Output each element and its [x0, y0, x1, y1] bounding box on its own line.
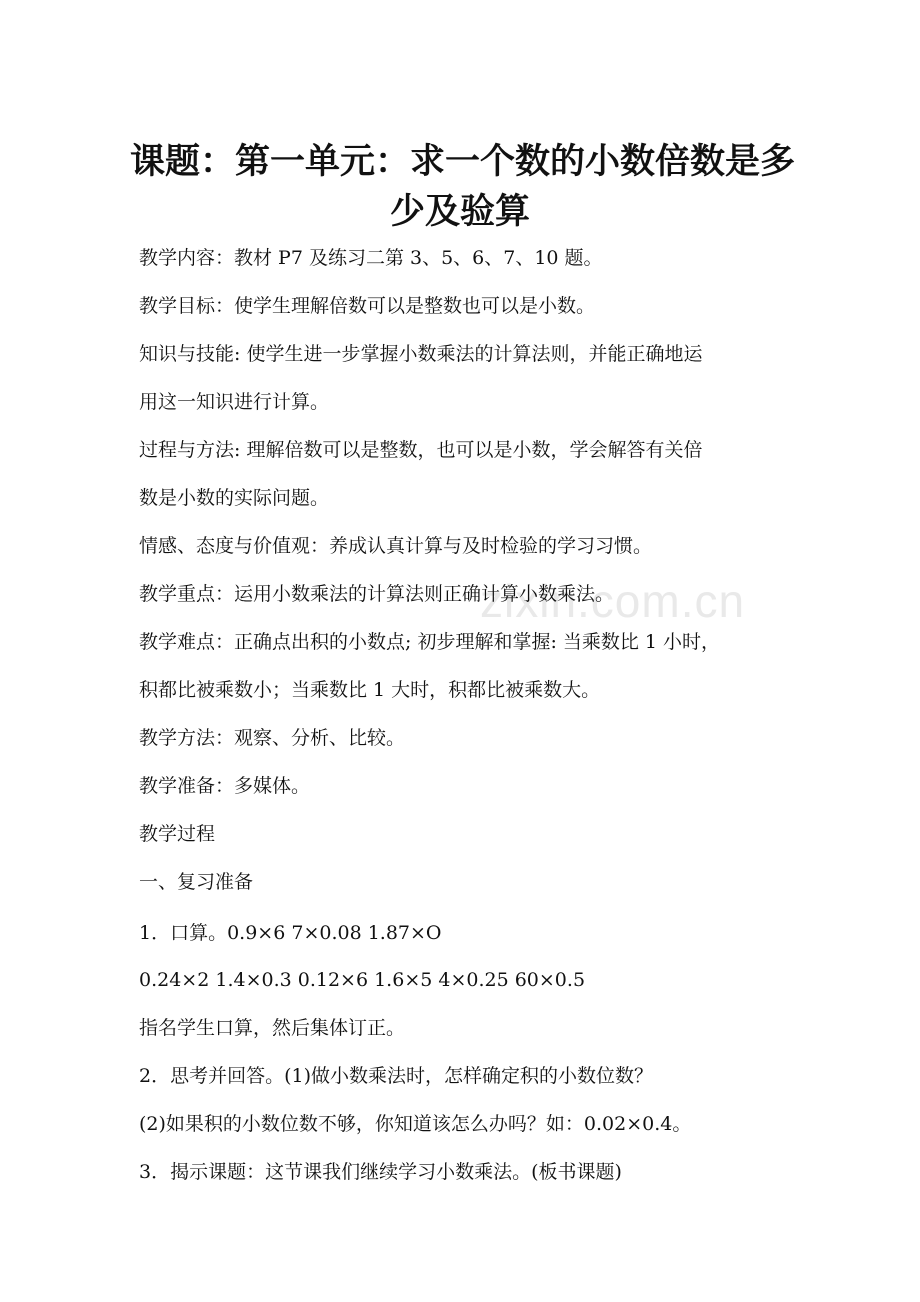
teaching-goal: 教学目标：使学生理解倍数可以是整数也可以是小数。 [139, 295, 596, 317]
oral-calc-instruction: 指名学生口算，然后集体订正。 [139, 1017, 406, 1039]
review-heading: 一、复习准备 [139, 871, 254, 893]
knowledge-skills-cont: 用这一知识进行计算。 [139, 391, 330, 413]
watermark: zixin.com.cn [480, 575, 746, 627]
title-line-1: 课题：第一单元：求一个数的小数倍数是多 [130, 142, 796, 182]
oral-calc-2: 0.24×2 1.4×0.3 0.12×6 1.6×5 4×0.25 60×0.5 [139, 969, 586, 991]
emotion-values: 情感、态度与价值观：养成认真计算与及时检验的学习习惯。 [139, 535, 653, 557]
oral-calc-1: 1．口算。0.9×6 7×0.08 1.87×O [139, 922, 442, 944]
knowledge-skills: 知识与技能: 使学生进一步掌握小数乘法的计算法则，并能正确地运 [139, 343, 703, 365]
reveal-topic: 3．揭示课题：这节课我们继续学习小数乘法。(板书课题) [139, 1161, 622, 1183]
process-method-cont: 数是小数的实际问题。 [139, 487, 330, 509]
think-answer-1: 2．思考并回答。(1)做小数乘法时，怎样确定积的小数位数？ [139, 1065, 654, 1087]
teaching-preparation: 教学准备：多媒体。 [139, 775, 311, 797]
teaching-process-heading: 教学过程 [139, 823, 216, 845]
teaching-method: 教学方法：观察、分析、比较。 [139, 727, 406, 749]
title-line-2: 少及验算 [389, 192, 530, 232]
teaching-focus: 教学重点：运用小数乘法的计算法则正确计算小数乘法。 [139, 583, 615, 605]
teaching-difficulty: 教学难点：正确点出积的小数点; 初步理解和掌握: 当乘数比 1 小时， [139, 631, 721, 653]
teaching-content: 教学内容：教材 P7 及练习二第 3、5、6、7、10 题。 [139, 247, 603, 269]
process-method: 过程与方法: 理解倍数可以是整数，也可以是小数，学会解答有关倍 [139, 439, 703, 461]
teaching-difficulty-cont: 积都比被乘数小；当乘数比 1 大时，积都比被乘数大。 [139, 679, 601, 701]
think-answer-2: (2)如果积的小数位数不够，你知道该怎么办吗？如：0.02×0.4。 [139, 1113, 692, 1135]
